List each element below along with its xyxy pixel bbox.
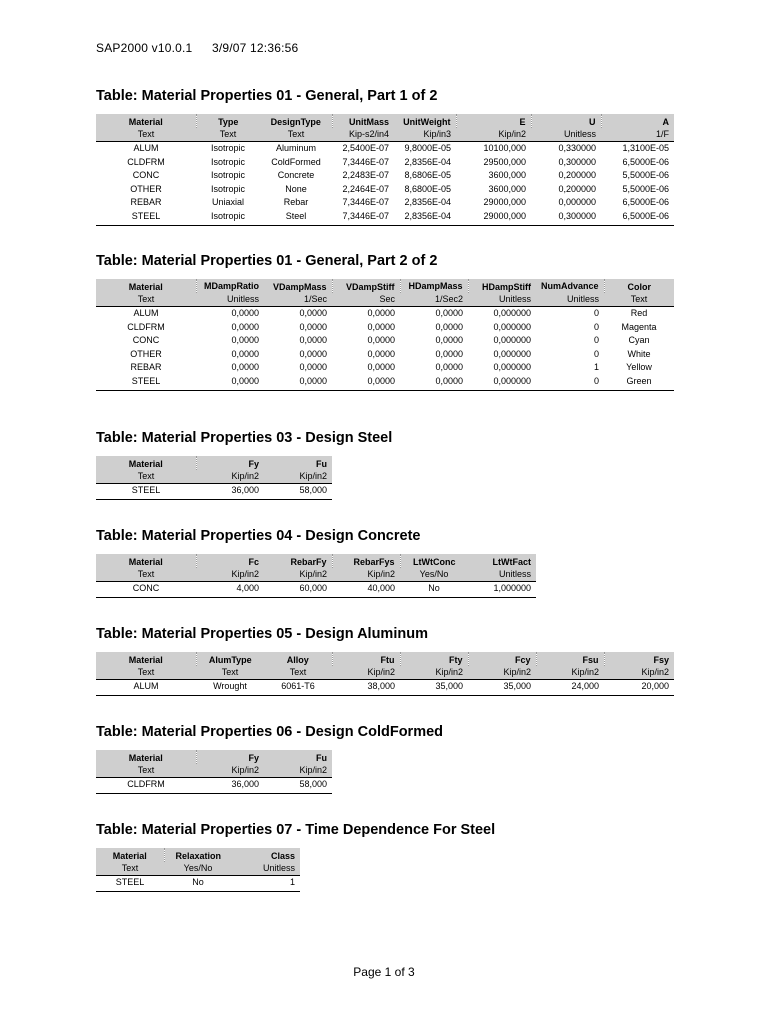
table-cell: 0,0000 xyxy=(435,308,463,318)
table-cell: 0,0000 xyxy=(367,348,395,359)
column-header: Class xyxy=(270,851,295,861)
column-unit: Kip-s2/in4 xyxy=(332,128,394,142)
table-cell: 0,0000 xyxy=(231,362,259,373)
table-cell: 0,200000 xyxy=(558,183,596,194)
program-name: SAP2000 v10.0.1 xyxy=(96,41,193,55)
table-cell: ColdFormed xyxy=(271,156,321,167)
column-unit: Sec xyxy=(332,293,400,307)
table-cell: 0 xyxy=(536,375,604,390)
table-cell: STEEL xyxy=(96,375,196,390)
table-cell: STEEL xyxy=(96,876,164,892)
column-header: Material xyxy=(128,753,163,763)
column-header: HDampStiff xyxy=(468,279,536,293)
table-cell: 0,0000 xyxy=(367,308,395,318)
table-cell: 0,0000 xyxy=(367,335,395,346)
table-cell: Isotropic xyxy=(210,183,245,194)
table-cell: CONC xyxy=(132,335,160,346)
column-unit: Kip/in2 xyxy=(196,470,264,484)
column-unit: Kip/in2 xyxy=(332,568,400,582)
column-header: Material xyxy=(128,557,163,567)
column-header: E xyxy=(456,114,531,128)
table-cell: White xyxy=(627,348,651,359)
table-cell: 0,0000 xyxy=(231,335,259,346)
column-header: HDampMass xyxy=(400,279,468,293)
material-table xyxy=(96,456,332,500)
table-row xyxy=(96,680,674,696)
table-cell: 2,8356E-04 xyxy=(404,197,451,208)
column-header: Fty xyxy=(400,652,468,666)
table-row xyxy=(96,196,674,210)
report-header xyxy=(96,41,298,55)
column-unit: Kip/in2 xyxy=(468,666,536,680)
column-unit: Text xyxy=(96,568,196,582)
table-cell: Yellow xyxy=(626,362,652,373)
table-cell: No xyxy=(400,582,468,598)
table-cell: 6,5000E-06 xyxy=(601,210,674,225)
table-cell: REBAR xyxy=(130,362,162,373)
table-cell: 6061-T6 xyxy=(264,680,332,696)
table-cell: 20,000 xyxy=(604,680,674,696)
column-header: Material xyxy=(128,655,163,665)
table-cell: 35,000 xyxy=(468,680,536,696)
table-cell: 29000,000 xyxy=(483,197,526,208)
table-cell: 6,5000E-06 xyxy=(622,156,669,167)
table-cell: CLDFRM xyxy=(127,156,165,167)
table-cell: Isotropic xyxy=(210,170,245,181)
table-cell: CLDFRM xyxy=(96,778,196,794)
column-header: A xyxy=(601,114,674,128)
column-header: Fy xyxy=(196,456,264,470)
table-cell: 5,5000E-06 xyxy=(622,183,669,194)
table-cell: Uniaxial xyxy=(211,197,244,208)
column-header: Fcy xyxy=(468,652,536,666)
column-header: Type xyxy=(196,114,260,128)
column-header: Fsu xyxy=(536,652,604,666)
table-cell: 58,000 xyxy=(264,778,332,794)
table-cell: REBAR xyxy=(130,197,162,208)
table-cell: 0,0000 xyxy=(435,335,463,346)
column-header: VDampStiff xyxy=(332,279,400,293)
column-header: Ftu xyxy=(332,652,400,666)
table-cell: OTHER xyxy=(130,183,162,194)
table-cell: 0,0000 xyxy=(196,375,264,390)
material-table xyxy=(96,848,300,892)
table-cell: 60,000 xyxy=(264,582,332,598)
table-row xyxy=(96,169,674,183)
table-cell: 7,3446E-07 xyxy=(342,197,389,208)
table-section-general-part2 xyxy=(96,253,674,391)
table-cell: 0,0000 xyxy=(231,308,259,318)
table-cell: 1 xyxy=(232,876,300,892)
column-header: Fu xyxy=(316,753,327,763)
column-header: Relaxation xyxy=(164,848,232,862)
table-cell: Wrought xyxy=(196,680,264,696)
column-unit: Kip/in2 xyxy=(332,666,400,680)
table-cell: 0,000000 xyxy=(493,308,531,318)
table-cell: Magenta xyxy=(621,321,657,332)
column-header: Material xyxy=(128,459,163,469)
table-title: Table: Material Properties 04 - Design Concrete xyxy=(96,528,421,544)
column-header: Material xyxy=(128,282,163,292)
table-cell: 35,000 xyxy=(400,680,468,696)
column-unit: Text xyxy=(604,293,674,307)
table-row xyxy=(96,307,674,321)
table-cell: 0,0000 xyxy=(332,375,400,390)
column-unit: Text xyxy=(264,666,332,680)
table-cell: 0,0000 xyxy=(367,321,395,332)
column-unit: Kip/in2 xyxy=(456,128,531,142)
table-section-general-part1 xyxy=(96,88,674,226)
table-cell: 0,000000 xyxy=(493,348,531,359)
column-header: Alloy xyxy=(286,655,309,665)
table-cell: 0,0000 xyxy=(299,362,327,373)
column-header: AlumType xyxy=(196,652,264,666)
table-cell: 2,2483E-07 xyxy=(342,170,389,181)
table-row xyxy=(96,321,674,335)
column-header: Material xyxy=(128,117,163,127)
table-cell: 10100,000 xyxy=(483,143,526,153)
column-unit: Kip/in2 xyxy=(536,666,604,680)
table-title: Table: Material Properties 03 - Design Steel xyxy=(96,430,393,446)
table-cell: 7,3446E-07 xyxy=(342,156,389,167)
table-cell: Green xyxy=(604,375,674,390)
table-cell: 0,0000 xyxy=(231,348,259,359)
table-section-design-steel xyxy=(96,430,392,500)
table-cell: 0 xyxy=(593,308,599,318)
table-title: Table: Material Properties 05 - Design Aluminum xyxy=(96,626,428,642)
table-cell: 1,3100E-05 xyxy=(622,143,669,153)
column-header: VDampMass xyxy=(272,282,327,292)
table-cell: 29000,000 xyxy=(456,210,531,225)
column-unit: 1/Sec xyxy=(264,293,332,307)
column-unit: Unitless xyxy=(232,862,300,876)
table-cell: 0 xyxy=(593,321,599,332)
material-table xyxy=(96,279,674,391)
table-cell: CONC xyxy=(96,582,196,598)
table-cell: 58,000 xyxy=(264,484,332,500)
column-unit: Text xyxy=(196,128,260,142)
column-header: Fy xyxy=(196,750,264,764)
table-row xyxy=(96,183,674,197)
table-cell: 0,0000 xyxy=(299,321,327,332)
table-cell: 3600,000 xyxy=(488,170,526,181)
table-title: Table: Material Properties 01 - General, Part 2 of 2 xyxy=(96,253,438,269)
table-cell: 0,0000 xyxy=(231,321,259,332)
table-cell: Rebar xyxy=(283,197,309,208)
table-cell: 2,2464E-07 xyxy=(342,183,389,194)
column-unit: Unitless xyxy=(531,128,601,142)
table-cell: ALUM xyxy=(96,680,196,696)
table-cell: 9,8000E-05 xyxy=(404,143,451,153)
table-cell: 0,300000 xyxy=(531,210,601,225)
table-cell: 0,0000 xyxy=(435,362,463,373)
column-header: UnitMass xyxy=(332,114,394,128)
table-cell: STEEL xyxy=(96,210,196,225)
table-cell: 1 xyxy=(593,362,599,373)
table-cell: 0,330000 xyxy=(558,143,596,153)
table-cell: 1,000000 xyxy=(468,582,536,598)
column-unit: Yes/No xyxy=(164,862,232,876)
table-cell: 0,0000 xyxy=(400,375,468,390)
column-unit: Unitless xyxy=(468,293,536,307)
column-unit: Unitless xyxy=(536,293,604,307)
table-cell: CONC xyxy=(132,170,160,181)
table-section-design-aluminum xyxy=(96,626,674,696)
column-unit: Kip/in2 xyxy=(604,666,674,680)
column-unit: Text xyxy=(96,666,196,680)
table-cell: 7,3446E-07 xyxy=(332,210,394,225)
table-cell: 0,200000 xyxy=(558,170,596,181)
table-cell: 40,000 xyxy=(332,582,400,598)
table-section-design-concrete xyxy=(96,528,536,598)
column-unit: Text xyxy=(96,470,196,484)
table-cell: STEEL xyxy=(96,484,196,500)
column-header: Fc xyxy=(196,554,264,568)
material-table xyxy=(96,554,536,598)
material-table xyxy=(96,652,674,696)
column-unit: Unitless xyxy=(468,568,536,582)
table-cell: Aluminum xyxy=(275,143,316,153)
table-cell: 0,000000 xyxy=(493,362,531,373)
table-cell: None xyxy=(285,183,307,194)
table-cell: 8,6806E-05 xyxy=(404,170,451,181)
column-header: RebarFys xyxy=(332,554,400,568)
table-cell: 0 xyxy=(593,335,599,346)
column-header: LtWtFact xyxy=(492,557,531,567)
table-row xyxy=(96,582,536,598)
table-cell: Concrete xyxy=(277,170,315,181)
table-cell: OTHER xyxy=(130,348,162,359)
table-section-time-dependence-steel xyxy=(96,822,495,892)
table-cell: 24,000 xyxy=(536,680,604,696)
table-row xyxy=(96,375,674,390)
column-unit: 1/F xyxy=(601,128,674,142)
table-cell: 0,0000 xyxy=(435,321,463,332)
table-cell: 8,6800E-05 xyxy=(404,183,451,194)
table-cell: 36,000 xyxy=(196,778,264,794)
table-row xyxy=(96,484,332,500)
table-title: Table: Material Properties 06 - Design ColdFormed xyxy=(96,724,444,740)
column-unit: Text xyxy=(96,293,196,307)
column-unit: 1/Sec2 xyxy=(400,293,468,307)
table-cell: 0,0000 xyxy=(435,348,463,359)
table-cell: 0 xyxy=(593,348,599,359)
table-cell: 0,0000 xyxy=(299,335,327,346)
column-header: DesignType xyxy=(270,117,321,127)
table-row xyxy=(96,142,674,156)
column-unit: Kip/in2 xyxy=(400,666,468,680)
table-cell: CLDFRM xyxy=(127,321,165,332)
table-row xyxy=(96,334,674,348)
table-cell: 0,000000 xyxy=(493,321,531,332)
table-row xyxy=(96,361,674,375)
column-header: UnitWeight xyxy=(403,117,451,127)
table-cell: 0,0000 xyxy=(299,308,327,318)
material-table xyxy=(96,114,674,226)
table-cell: Isotropic xyxy=(210,143,245,153)
column-unit: Unitless xyxy=(196,293,264,307)
table-cell: 0,0000 xyxy=(367,362,395,373)
report-datetime: 3/9/07 12:36:56 xyxy=(211,41,299,55)
table-row xyxy=(96,210,674,225)
table-cell: Isotropic xyxy=(196,210,260,225)
column-unit: Text xyxy=(96,764,196,778)
column-unit: Kip/in2 xyxy=(264,470,332,484)
table-cell: ALUM xyxy=(133,308,159,318)
column-unit: Kip/in2 xyxy=(264,568,332,582)
column-unit: Kip/in2 xyxy=(196,764,264,778)
table-cell: 0,0000 xyxy=(299,348,327,359)
material-table xyxy=(96,750,332,794)
table-cell: 6,5000E-06 xyxy=(622,197,669,208)
page-number: Page 1 of 3 xyxy=(353,965,415,979)
table-cell: 0,000000 xyxy=(558,197,596,208)
table-cell: 2,5400E-07 xyxy=(342,143,389,153)
table-row xyxy=(96,876,300,892)
table-cell: Steel xyxy=(260,210,332,225)
table-cell: 0,0000 xyxy=(264,375,332,390)
column-header: Fu xyxy=(316,459,327,469)
column-header: Color xyxy=(604,279,674,293)
table-title: Table: Material Properties 01 - General, Part 1 of 2 xyxy=(96,88,438,104)
table-row xyxy=(96,156,674,170)
column-unit: Kip/in2 xyxy=(196,568,264,582)
table-cell: Red xyxy=(630,308,648,318)
table-cell: 36,000 xyxy=(196,484,264,500)
table-section-design-coldformed xyxy=(96,724,443,794)
column-unit: Text xyxy=(260,128,332,142)
column-unit: Yes/No xyxy=(400,568,468,582)
column-unit: Text xyxy=(196,666,264,680)
column-header: U xyxy=(531,114,601,128)
column-header: RebarFy xyxy=(290,557,327,567)
column-unit: Kip/in2 xyxy=(264,764,332,778)
table-cell: ALUM xyxy=(133,143,159,153)
table-cell: 2,8356E-04 xyxy=(394,210,456,225)
table-cell: Cyan xyxy=(628,335,650,346)
table-cell: 29500,000 xyxy=(483,156,526,167)
column-header: Material xyxy=(112,851,147,861)
table-row xyxy=(96,778,332,794)
table-cell: 0,000000 xyxy=(468,375,536,390)
table-cell: No xyxy=(164,876,232,892)
column-header: Fsy xyxy=(604,652,674,666)
table-cell: 3600,000 xyxy=(488,183,526,194)
column-header: NumAdvance xyxy=(541,281,599,291)
column-unit: Text xyxy=(96,128,196,142)
table-row xyxy=(96,348,674,362)
table-cell: 2,8356E-04 xyxy=(404,156,451,167)
table-cell: 0,300000 xyxy=(558,156,596,167)
table-cell: 5,5000E-06 xyxy=(622,170,669,181)
table-title: Table: Material Properties 07 - Time Dependence For Steel xyxy=(96,822,496,838)
table-cell: 38,000 xyxy=(332,680,400,696)
table-cell: 0,000000 xyxy=(493,335,531,346)
column-header: LtWtConc xyxy=(400,554,468,568)
column-unit: Kip/in3 xyxy=(394,128,456,142)
table-cell: Isotropic xyxy=(210,156,245,167)
table-cell: 4,000 xyxy=(196,582,264,598)
column-unit: Text xyxy=(96,862,164,876)
column-header: MDampRatio xyxy=(196,279,264,293)
